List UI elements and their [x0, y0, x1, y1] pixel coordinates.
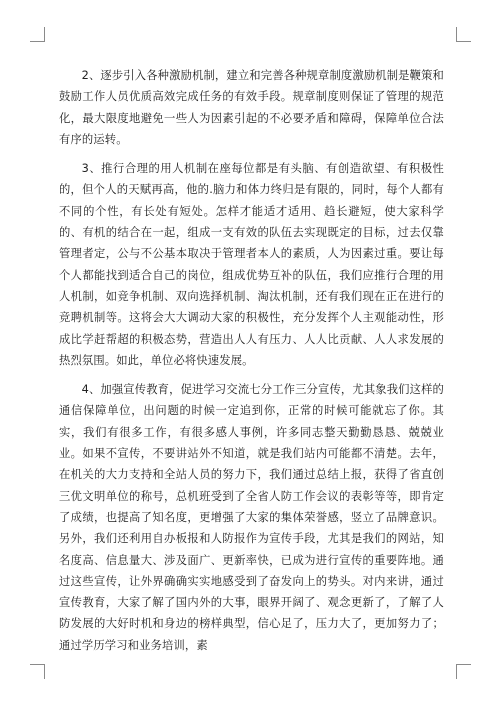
- document-body: [59, 65, 444, 664]
- crop-mark-bottom-right: [456, 664, 471, 679]
- paragraph-employment-mechanism: 3、推行合理的用人机制在座每位都是有头脑、有创造欲望、有积极性的，但个人的天赋再高，他的.脑力和体力终归是有限的，同时，每个人都有不同的个性，有长处有短处。怎样才能适才适用、趋长避短，使大家科学的、有机的结合在一起，组成一支有效的队伍去实现既定的目标，过去仅靠管理者定，公与不公基本取决于管理者本人的素质，人为因素过重。要让每个人都能找到适合自己的岗位，组成优势互补的队伍，我们应推行合理的用人机制，如竞争机制、双向选择机制、淘汰机制，还有我们现在正在进行的竞聘机制等。这将会大大调动大家的积极性，充分发挥个人主观能动性，形成比学赶帮超的积极态势，营造出人人有压力、人人比贡献、人人求发展的热烈氛围。如此，单位必将快速发展。: [59, 162, 444, 367]
- paragraph-publicity-education: 4、加强宣传教育，促进学习交流七分工作三分宣传，尤其象我们这样的通信保障单位，出问题的时候一定追到你，正常的时候可能就忘了你。其实，我们有很多工作，有很多感人事例，许多同志整天勤勤恳恳、兢兢业业。如果不宣传，不要讲站外不知道，就是我们站内可能都不清楚。去年，在机关的大力支持和全站人员的努力下，我们通过总结上报，获得了省直创三优文明单位的称号，总机班受到了全省人防工作会议的表彰等等，即肯定了成绩，也提高了知名度，更增强了大家的集体荣誉感，竖立了品牌意识。另外，我们还利用自办板报和人防报作为宣传手段，尤其是我们的网站，知名度高、信息量大、涉及面广、更新率快，已成为进行宣传的重要阵地。通过这些宣传，让外界确确实实地感受到了奋发向上的势头。对内来讲，通过宣传教育，大家了解了国内外的大事，眼界开阔了、观念更新了，了解了人防发展的大好时机和身边的榜样典型，信心足了，压力大了，更加努力了；通过学历学习和业务培训，素: [59, 383, 444, 652]
- crop-mark-top-left: [30, 27, 45, 42]
- crop-mark-top-right: [456, 27, 471, 42]
- crop-mark-bottom-left: [30, 664, 45, 679]
- paragraph-incentive-mechanism: 2、逐步引入各种激励机制，建立和完善各种规章制度激励机制是鞭策和鼓励工作人员优质高效完成任务的有效手段。规章制度则保证了管理的规范化，最大限度地避免一些人为因素引起的不必要矛盾和障碍，保障单位合法有序的运转。: [59, 69, 444, 146]
